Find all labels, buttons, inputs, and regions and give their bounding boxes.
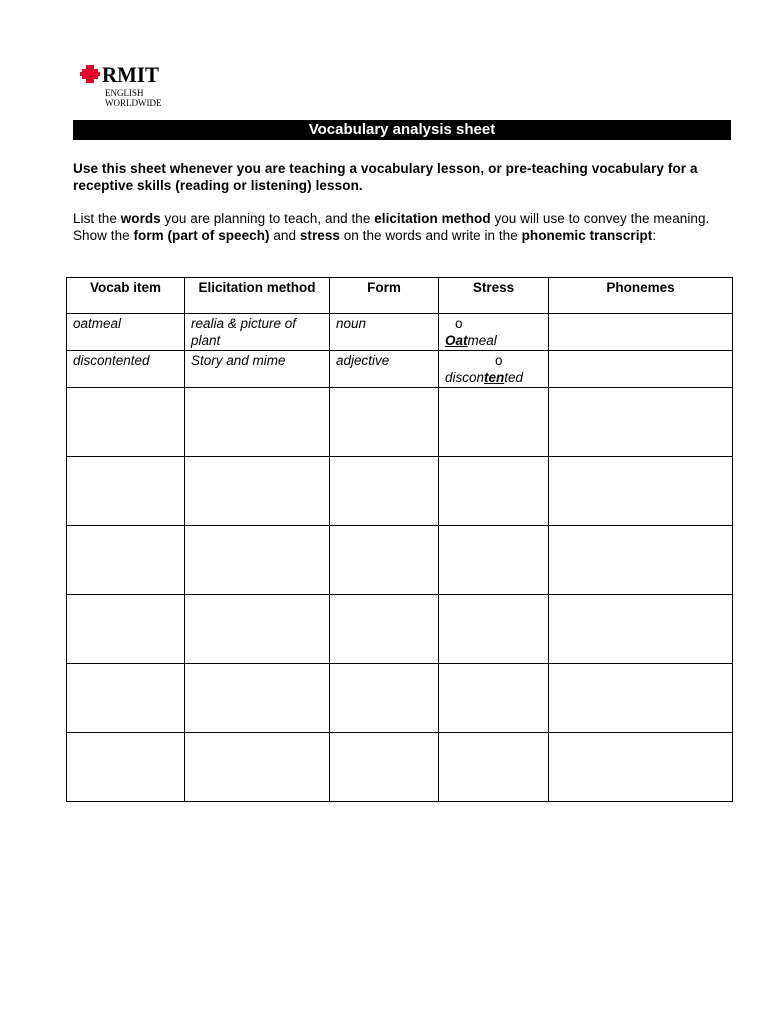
cell-vocab-blank[interactable] bbox=[67, 526, 185, 595]
logo-wordmark: RMIT bbox=[102, 62, 159, 87]
cell-form[interactable]: noun bbox=[330, 314, 439, 351]
stress-before: discon bbox=[445, 370, 485, 385]
cell-phonemes-blank[interactable] bbox=[549, 733, 733, 802]
cell-vocab-blank[interactable] bbox=[67, 388, 185, 457]
cell-stress-blank[interactable] bbox=[439, 457, 549, 526]
stress-word bbox=[445, 332, 542, 349]
instr-bold-phonemic: phonemic transcript bbox=[521, 228, 653, 243]
cell-phonemes[interactable] bbox=[549, 351, 733, 388]
cell-phonemes-blank[interactable] bbox=[549, 664, 733, 733]
intro-text: Use this sheet whenever you are teaching a vocabulary lesson, or pre-teaching vocabulary for a receptive skills (reading or listening) lesson. bbox=[73, 161, 698, 193]
cell-form-blank[interactable] bbox=[330, 457, 439, 526]
cell-vocab[interactable]: discontented bbox=[67, 351, 185, 388]
cell-method-blank[interactable] bbox=[185, 595, 330, 664]
cell-method-blank[interactable] bbox=[185, 733, 330, 802]
instr-bold-form: form (part of speech) bbox=[133, 228, 270, 243]
page-title: Vocabulary analysis sheet bbox=[73, 120, 731, 140]
cell-stress-blank[interactable] bbox=[439, 664, 549, 733]
cell-stress[interactable] bbox=[439, 351, 549, 388]
table-row bbox=[67, 314, 733, 351]
cell-vocab-blank[interactable] bbox=[67, 595, 185, 664]
cell-phonemes-blank[interactable] bbox=[549, 388, 733, 457]
table-row-blank bbox=[67, 733, 733, 802]
table-row-blank bbox=[67, 526, 733, 595]
vocab-table bbox=[66, 277, 733, 802]
cell-phonemes-blank[interactable] bbox=[549, 595, 733, 664]
cell-stress-blank[interactable] bbox=[439, 526, 549, 595]
cell-method-blank[interactable] bbox=[185, 388, 330, 457]
table-row-blank bbox=[67, 664, 733, 733]
header-stress: Stress bbox=[439, 278, 549, 314]
instr-bold-words: words bbox=[120, 211, 161, 226]
cell-method-blank[interactable] bbox=[185, 664, 330, 733]
cell-vocab[interactable]: oatmeal bbox=[67, 314, 185, 351]
header-phonemes: Phonemes bbox=[549, 278, 733, 314]
instr-text-3: you will use to convey the meaning. Show the bbox=[73, 211, 710, 243]
logo-subtitle bbox=[105, 88, 161, 108]
stress-after: meal bbox=[467, 333, 497, 348]
table-row-blank bbox=[67, 388, 733, 457]
logo-subtitle-line2: WORLDWIDE bbox=[105, 98, 162, 108]
instr-text-6: : bbox=[652, 228, 657, 243]
instr-bold-stress: stress bbox=[299, 228, 340, 243]
rmit-logo bbox=[80, 63, 180, 113]
cell-phonemes[interactable] bbox=[549, 314, 733, 351]
stress-stressed-syllable: ten bbox=[484, 370, 505, 385]
cell-method[interactable]: Story and mime bbox=[185, 351, 330, 388]
stress-word bbox=[445, 369, 542, 386]
table-row-blank bbox=[67, 595, 733, 664]
cell-stress[interactable] bbox=[439, 314, 549, 351]
instr-text-5: on the words and write in the bbox=[339, 228, 522, 243]
cell-phonemes-blank[interactable] bbox=[549, 526, 733, 595]
cell-form-blank[interactable] bbox=[330, 388, 439, 457]
header-vocab-item: Vocab item bbox=[67, 278, 185, 314]
cell-stress-blank[interactable] bbox=[439, 595, 549, 664]
cell-form-blank[interactable] bbox=[330, 526, 439, 595]
instr-text-2: you are planning to teach, and the bbox=[160, 211, 375, 226]
cell-phonemes-blank[interactable] bbox=[549, 457, 733, 526]
header-elicitation-method: Elicitation method bbox=[185, 278, 330, 314]
instructions bbox=[73, 210, 735, 244]
cell-vocab-blank[interactable] bbox=[67, 664, 185, 733]
instr-bold-elicitation: elicitation method bbox=[374, 211, 491, 226]
stress-mark: o bbox=[495, 353, 503, 368]
cell-form-blank[interactable] bbox=[330, 595, 439, 664]
rmit-pixel-icon bbox=[80, 65, 102, 83]
header-form: Form bbox=[330, 278, 439, 314]
instr-text-1: List the bbox=[73, 211, 121, 226]
cell-method-blank[interactable] bbox=[185, 457, 330, 526]
cell-vocab-blank[interactable] bbox=[67, 457, 185, 526]
cell-method-blank[interactable] bbox=[185, 526, 330, 595]
cell-method[interactable]: realia & picture of plant bbox=[185, 314, 330, 351]
table-row-blank bbox=[67, 457, 733, 526]
stress-stressed-syllable: Oat bbox=[445, 333, 468, 348]
cell-stress-blank[interactable] bbox=[439, 733, 549, 802]
instr-text-4: and bbox=[269, 228, 300, 243]
cell-vocab-blank[interactable] bbox=[67, 733, 185, 802]
cell-form-blank[interactable] bbox=[330, 733, 439, 802]
cell-form-blank[interactable] bbox=[330, 664, 439, 733]
stress-mark: o bbox=[455, 316, 463, 331]
table-row bbox=[67, 351, 733, 388]
cell-stress-blank[interactable] bbox=[439, 388, 549, 457]
stress-after: ted bbox=[504, 370, 524, 385]
table-header-row bbox=[67, 278, 733, 314]
logo-subtitle-line1: ENGLISH bbox=[105, 88, 144, 98]
cell-form[interactable]: adjective bbox=[330, 351, 439, 388]
